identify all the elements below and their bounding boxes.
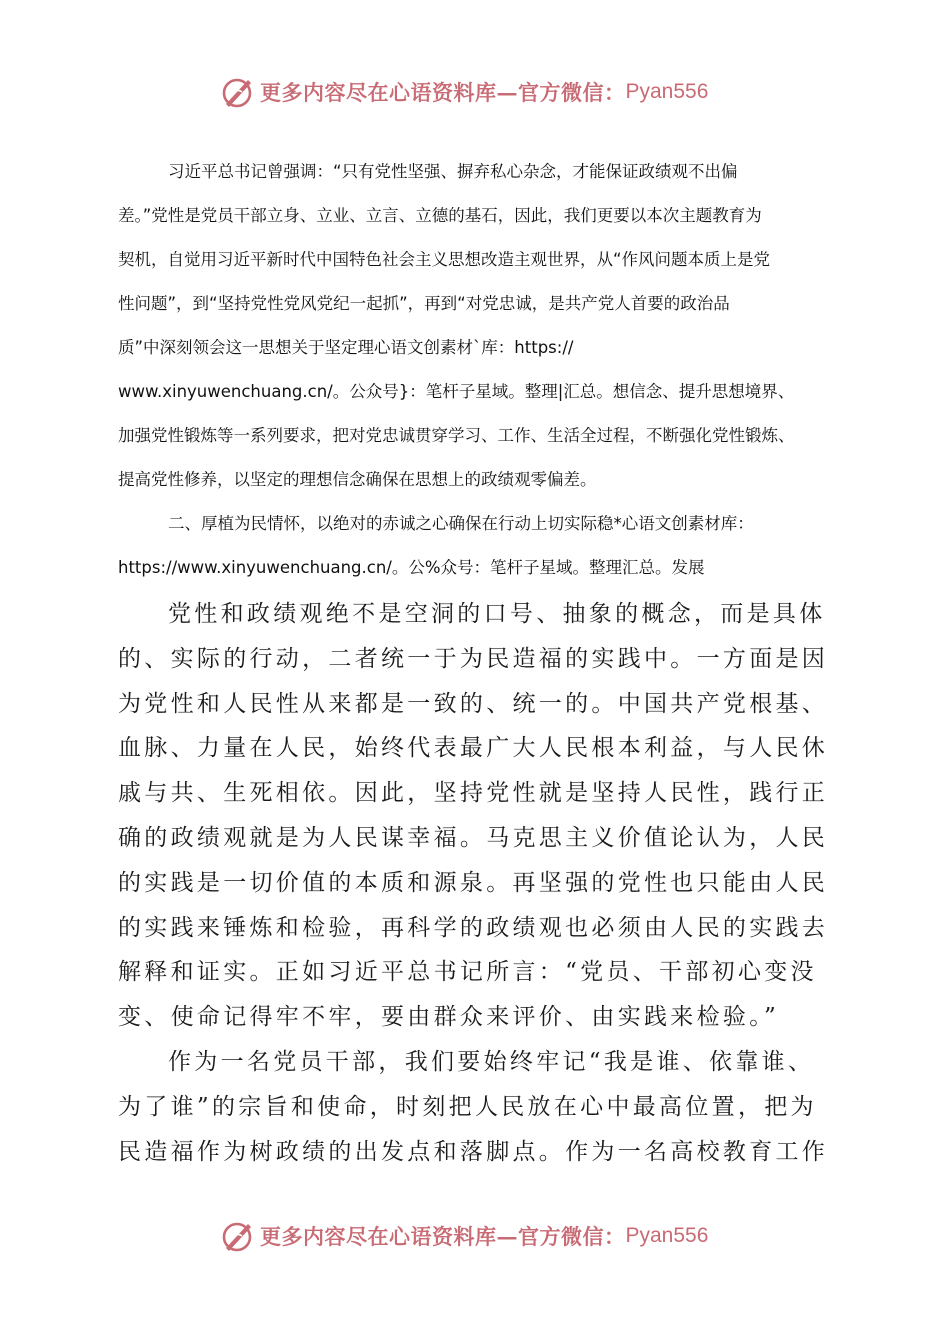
- footer-watermark-wechat: Pyan556: [625, 1224, 709, 1247]
- text-line: 的实践来锤炼和检验，再科学的政绩观也必须由人民的实践去: [118, 914, 829, 941]
- text-line: 加强党性锻炼等一系列要求，把对党忠诚贯穿学习、工作、生活全过程，不断强化党性锻炼、: [118, 426, 795, 445]
- text-line: 解释和证实。正如习近平总书记所言：“党员、干部初心变没: [118, 959, 817, 986]
- footer-watermark: [220, 1216, 708, 1256]
- text-line: 党性和政绩观绝不是空洞的口号、抽象的概念，而是具体: [168, 601, 826, 627]
- text-line: 为了谁”的宗旨和使命，时刻把人民放在心中最高位置，把为: [118, 1093, 817, 1120]
- text-line: 作为一名党员干部，我们要始终牢记“我是谁、依靠谁、: [168, 1048, 815, 1075]
- text-line: 习近平总书记曾强调：“只有党性坚强、摒弃私心杂念，才能保证政绩观不出偏: [168, 162, 738, 181]
- text-line: 差。”党性是党员干部立身、立业、立言、立德的基石，因此，我们更要以本次主题教育为: [118, 206, 762, 225]
- text-line: 确的政绩观就是为人民谋幸福。马克思主义价值论认为，人民: [118, 824, 829, 851]
- text-line: 性问题”，到“坚持党性党风党纪一起抓”，再到“对党忠诚，是共产党人首要的政治品: [118, 294, 730, 313]
- heading-line: https://www.xinyuwenchuang.cn/。公%众号：笔杆子星域。整理汇总。发展: [118, 558, 705, 577]
- footer-watermark-text: 更多内容尽在心语资料库—官方微信：: [260, 1224, 626, 1249]
- text-line: 质”中深刻领会这一思想关于坚定理心语文创素材`库：https://: [118, 338, 574, 357]
- text-line: 血脉、力量在人民，始终代表最广大人民根本利益，与人民休: [118, 735, 829, 762]
- text-line: www.xinyuwenchuang.cn/。公众号}：笔杆子星域。整理|汇总。想信念、提升思想境界、: [118, 382, 795, 401]
- text-line: 为党性和人民性从来都是一致的、统一的。中国共产党根基、: [118, 690, 829, 717]
- header-watermark-wechat: Pyan556: [625, 80, 709, 103]
- header-watermark: [220, 72, 708, 112]
- pen-logo-icon: [220, 1218, 256, 1254]
- paragraph-party-spirit: [118, 150, 836, 502]
- body-small-section: [118, 150, 836, 590]
- text-line: 契机，自觉用习近平新时代中国特色社会主义思想改造主观世界，从“作风问题本质上是党: [118, 250, 771, 269]
- text-line: 的实践是一切价值的本质和源泉。再坚强的党性也只能由人民: [118, 869, 829, 896]
- text-line: 提高党性修养，以坚定的理想信念确保在思想上的政绩观零偏差。: [118, 470, 597, 489]
- text-line: 变、使命记得牢不牢，要由群众来评价、由实践来检验。”: [118, 1004, 780, 1031]
- paragraph-as-party-member: [118, 1040, 829, 1174]
- heading-line: 二、厚植为民情怀，以绝对的赤诚之心确保在行动上切实际稳*心语文创素材库：: [168, 514, 754, 533]
- section-heading-2: [118, 502, 836, 590]
- pen-logo-icon: [220, 74, 256, 110]
- header-watermark-text: 更多内容尽在心语资料库—官方微信：: [260, 80, 626, 105]
- paragraph-people-centered: [118, 592, 829, 1040]
- text-line: 戚与共、生死相依。因此，坚持党性就是坚持人民性，践行正: [118, 780, 829, 807]
- body-large-section: [118, 592, 829, 1174]
- text-line: 民造福作为树政绩的出发点和落脚点。作为一名高校教育工作: [118, 1138, 829, 1165]
- text-line: 的、实际的行动，二者统一于为民造福的实践中。一方面是因: [118, 645, 829, 672]
